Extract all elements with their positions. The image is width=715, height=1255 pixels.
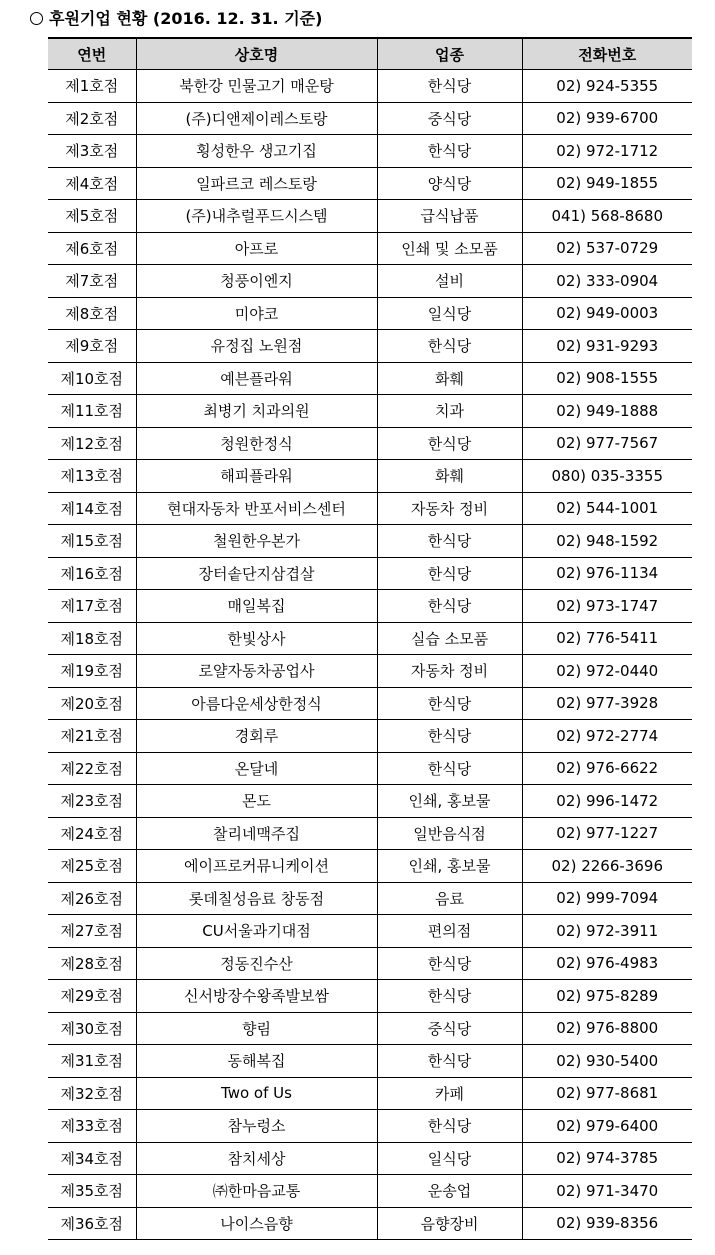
table-row	[48, 200, 692, 233]
cell-phone: 02) 975-8289	[522, 980, 692, 1013]
cell-phone: 02) 537-0729	[522, 232, 692, 265]
cell-company-name: 최병기 치과의원	[136, 395, 377, 428]
cell-number: 제8호점	[48, 297, 136, 330]
header-company-name: 상호명	[136, 38, 377, 70]
cell-number: 제31호점	[48, 1045, 136, 1078]
cell-company-name: 청풍이엔지	[136, 265, 377, 298]
cell-number: 제26호점	[48, 882, 136, 915]
cell-business-type: 음료	[377, 882, 522, 915]
header-phone: 전화번호	[522, 38, 692, 70]
cell-phone: 02) 2266-3696	[522, 850, 692, 883]
cell-company-name: 몬도	[136, 785, 377, 818]
cell-company-name: 미야코	[136, 297, 377, 330]
cell-phone: 02) 979-6400	[522, 1110, 692, 1143]
cell-business-type: 설비	[377, 265, 522, 298]
cell-company-name: 로얄자동차공업사	[136, 655, 377, 688]
cell-business-type: 중식당	[377, 1012, 522, 1045]
cell-business-type: 카페	[377, 1077, 522, 1110]
cell-phone: 02) 974-3785	[522, 1142, 692, 1175]
cell-company-name: 신서방장수왕족발보쌈	[136, 980, 377, 1013]
cell-number: 제11호점	[48, 395, 136, 428]
cell-business-type: 치과	[377, 395, 522, 428]
cell-number: 제33호점	[48, 1110, 136, 1143]
cell-company-name: 동해복집	[136, 1045, 377, 1078]
table-row	[48, 492, 692, 525]
cell-company-name: 향림	[136, 1012, 377, 1045]
cell-number: 제27호점	[48, 915, 136, 948]
cell-company-name: 북한강 민물고기 매운탕	[136, 70, 377, 103]
cell-phone: 02) 973-1747	[522, 590, 692, 623]
cell-company-name: Two of Us	[136, 1077, 377, 1110]
cell-business-type: 운송업	[377, 1175, 522, 1208]
cell-business-type: 한식당	[377, 590, 522, 623]
header-number: 연번	[48, 38, 136, 70]
cell-phone: 02) 949-1855	[522, 167, 692, 200]
cell-phone: 02) 776-5411	[522, 622, 692, 655]
table-row	[48, 70, 692, 103]
cell-number: 제22호점	[48, 752, 136, 785]
cell-business-type: 화훼	[377, 460, 522, 493]
cell-number: 제15호점	[48, 525, 136, 558]
cell-company-name: 매일복집	[136, 590, 377, 623]
table-row	[48, 525, 692, 558]
cell-number: 제19호점	[48, 655, 136, 688]
cell-number: 제13호점	[48, 460, 136, 493]
cell-phone: 02) 999-7094	[522, 882, 692, 915]
table-row	[48, 752, 692, 785]
cell-business-type: 한식당	[377, 720, 522, 753]
table-row	[48, 785, 692, 818]
cell-business-type: 중식당	[377, 102, 522, 135]
cell-company-name: 현대자동차 반포서비스센터	[136, 492, 377, 525]
table-row	[48, 427, 692, 460]
table-row	[48, 460, 692, 493]
table-body	[48, 70, 692, 1240]
cell-company-name: 나이스음향	[136, 1207, 377, 1240]
cell-business-type: 한식당	[377, 70, 522, 103]
cell-phone: 02) 977-7567	[522, 427, 692, 460]
cell-business-type: 한식당	[377, 947, 522, 980]
cell-business-type: 일반음식점	[377, 817, 522, 850]
cell-phone: 041) 568-8680	[522, 200, 692, 233]
cell-company-name: 아름다운세상한정식	[136, 687, 377, 720]
cell-company-name: 유정집 노원점	[136, 330, 377, 363]
cell-phone: 02) 948-1592	[522, 525, 692, 558]
cell-business-type: 한식당	[377, 980, 522, 1013]
cell-company-name: (주)디앤제이레스토랑	[136, 102, 377, 135]
cell-business-type: 일식당	[377, 297, 522, 330]
cell-phone: 02) 924-5355	[522, 70, 692, 103]
cell-company-name: 찰리네맥주집	[136, 817, 377, 850]
cell-number: 제7호점	[48, 265, 136, 298]
page-title	[30, 6, 322, 32]
cell-company-name: 참치세상	[136, 1142, 377, 1175]
cell-phone: 02) 972-2774	[522, 720, 692, 753]
cell-phone: 02) 333-0904	[522, 265, 692, 298]
cell-company-name: 참누렁소	[136, 1110, 377, 1143]
cell-business-type: 양식당	[377, 167, 522, 200]
cell-number: 제23호점	[48, 785, 136, 818]
cell-number: 제28호점	[48, 947, 136, 980]
table-row	[48, 590, 692, 623]
cell-number: 제10호점	[48, 362, 136, 395]
cell-number: 제24호점	[48, 817, 136, 850]
sponsor-table	[48, 37, 692, 1240]
cell-business-type: 급식납품	[377, 200, 522, 233]
cell-company-name: 일파르코 레스토랑	[136, 167, 377, 200]
cell-number: 제9호점	[48, 330, 136, 363]
cell-phone: 02) 972-0440	[522, 655, 692, 688]
table-row	[48, 1110, 692, 1143]
cell-phone: 02) 976-4983	[522, 947, 692, 980]
table-row	[48, 980, 692, 1013]
cell-business-type: 실습 소모품	[377, 622, 522, 655]
cell-number: 제6호점	[48, 232, 136, 265]
cell-business-type: 한식당	[377, 1110, 522, 1143]
cell-phone: 02) 977-3928	[522, 687, 692, 720]
cell-company-name: 철원한우본가	[136, 525, 377, 558]
table-row	[48, 850, 692, 883]
cell-company-name: 예븐플라워	[136, 362, 377, 395]
header-business-type: 업종	[377, 38, 522, 70]
cell-phone: 02) 972-1712	[522, 135, 692, 168]
table-row	[48, 297, 692, 330]
table-row	[48, 1175, 692, 1208]
cell-number: 제21호점	[48, 720, 136, 753]
cell-company-name: 온달네	[136, 752, 377, 785]
table-row	[48, 232, 692, 265]
cell-phone: 02) 977-8681	[522, 1077, 692, 1110]
table-row	[48, 882, 692, 915]
cell-business-type: 화훼	[377, 362, 522, 395]
cell-company-name: 정동진수산	[136, 947, 377, 980]
table-row	[48, 330, 692, 363]
cell-number: 제36호점	[48, 1207, 136, 1240]
table-row	[48, 1142, 692, 1175]
table-row	[48, 720, 692, 753]
cell-company-name: 해피플라워	[136, 460, 377, 493]
cell-business-type: 음향장비	[377, 1207, 522, 1240]
table-row	[48, 817, 692, 850]
cell-business-type: 자동차 정비	[377, 655, 522, 688]
cell-business-type: 한식당	[377, 752, 522, 785]
cell-business-type: 한식당	[377, 330, 522, 363]
cell-number: 제20호점	[48, 687, 136, 720]
table-row	[48, 135, 692, 168]
cell-company-name: 에이프로커뮤니케이션	[136, 850, 377, 883]
table-row	[48, 1045, 692, 1078]
cell-business-type: 한식당	[377, 135, 522, 168]
cell-company-name: (주)내추럴푸드시스템	[136, 200, 377, 233]
cell-phone: 02) 977-1227	[522, 817, 692, 850]
table-row	[48, 947, 692, 980]
cell-phone: 02) 908-1555	[522, 362, 692, 395]
cell-number: 제29호점	[48, 980, 136, 1013]
cell-phone: 02) 931-9293	[522, 330, 692, 363]
cell-phone: 02) 976-8800	[522, 1012, 692, 1045]
cell-business-type: 편의점	[377, 915, 522, 948]
cell-number: 제32호점	[48, 1077, 136, 1110]
cell-phone: 02) 949-0003	[522, 297, 692, 330]
cell-company-name: ㈜한마음교통	[136, 1175, 377, 1208]
cell-number: 제17호점	[48, 590, 136, 623]
cell-number: 제4호점	[48, 167, 136, 200]
cell-company-name: 아프로	[136, 232, 377, 265]
cell-number: 제25호점	[48, 850, 136, 883]
cell-phone: 02) 949-1888	[522, 395, 692, 428]
cell-number: 제2호점	[48, 102, 136, 135]
cell-business-type: 일식당	[377, 1142, 522, 1175]
circle-bullet-icon	[30, 12, 43, 25]
cell-company-name: 경회루	[136, 720, 377, 753]
table-row	[48, 102, 692, 135]
table-row	[48, 557, 692, 590]
cell-business-type: 한식당	[377, 427, 522, 460]
cell-business-type: 자동차 정비	[377, 492, 522, 525]
cell-number: 제18호점	[48, 622, 136, 655]
table-row	[48, 265, 692, 298]
cell-company-name: CU서울과기대점	[136, 915, 377, 948]
cell-business-type: 인쇄 및 소모품	[377, 232, 522, 265]
table-row	[48, 622, 692, 655]
cell-company-name: 장터솥단지삼겹살	[136, 557, 377, 590]
table-row	[48, 167, 692, 200]
cell-phone: 02) 996-1472	[522, 785, 692, 818]
cell-number: 제14호점	[48, 492, 136, 525]
table-row	[48, 1077, 692, 1110]
table-row	[48, 362, 692, 395]
table-row	[48, 395, 692, 428]
page-title-text: 후원기업 현황 (2016. 12. 31. 기준)	[49, 9, 323, 28]
cell-company-name: 롯데칠성음료 창동점	[136, 882, 377, 915]
cell-phone: 02) 939-8356	[522, 1207, 692, 1240]
cell-business-type: 한식당	[377, 557, 522, 590]
table-row	[48, 687, 692, 720]
cell-business-type: 한식당	[377, 687, 522, 720]
cell-phone: 080) 035-3355	[522, 460, 692, 493]
cell-business-type: 인쇄, 홍보물	[377, 850, 522, 883]
cell-business-type: 한식당	[377, 1045, 522, 1078]
cell-company-name: 한빛상사	[136, 622, 377, 655]
cell-number: 제35호점	[48, 1175, 136, 1208]
cell-number: 제16호점	[48, 557, 136, 590]
cell-number: 제30호점	[48, 1012, 136, 1045]
table-row	[48, 1012, 692, 1045]
table-header-row	[48, 38, 692, 70]
cell-phone: 02) 976-6622	[522, 752, 692, 785]
cell-number: 제5호점	[48, 200, 136, 233]
cell-number: 제3호점	[48, 135, 136, 168]
cell-company-name: 청원한정식	[136, 427, 377, 460]
cell-phone: 02) 544-1001	[522, 492, 692, 525]
cell-phone: 02) 930-5400	[522, 1045, 692, 1078]
cell-phone: 02) 939-6700	[522, 102, 692, 135]
cell-phone: 02) 972-3911	[522, 915, 692, 948]
table-row	[48, 655, 692, 688]
table-row	[48, 915, 692, 948]
cell-business-type: 인쇄, 홍보물	[377, 785, 522, 818]
cell-number: 제12호점	[48, 427, 136, 460]
cell-business-type: 한식당	[377, 525, 522, 558]
table-row	[48, 1207, 692, 1240]
cell-number: 제34호점	[48, 1142, 136, 1175]
cell-company-name: 횡성한우 생고기집	[136, 135, 377, 168]
cell-phone: 02) 971-3470	[522, 1175, 692, 1208]
cell-number: 제1호점	[48, 70, 136, 103]
cell-phone: 02) 976-1134	[522, 557, 692, 590]
